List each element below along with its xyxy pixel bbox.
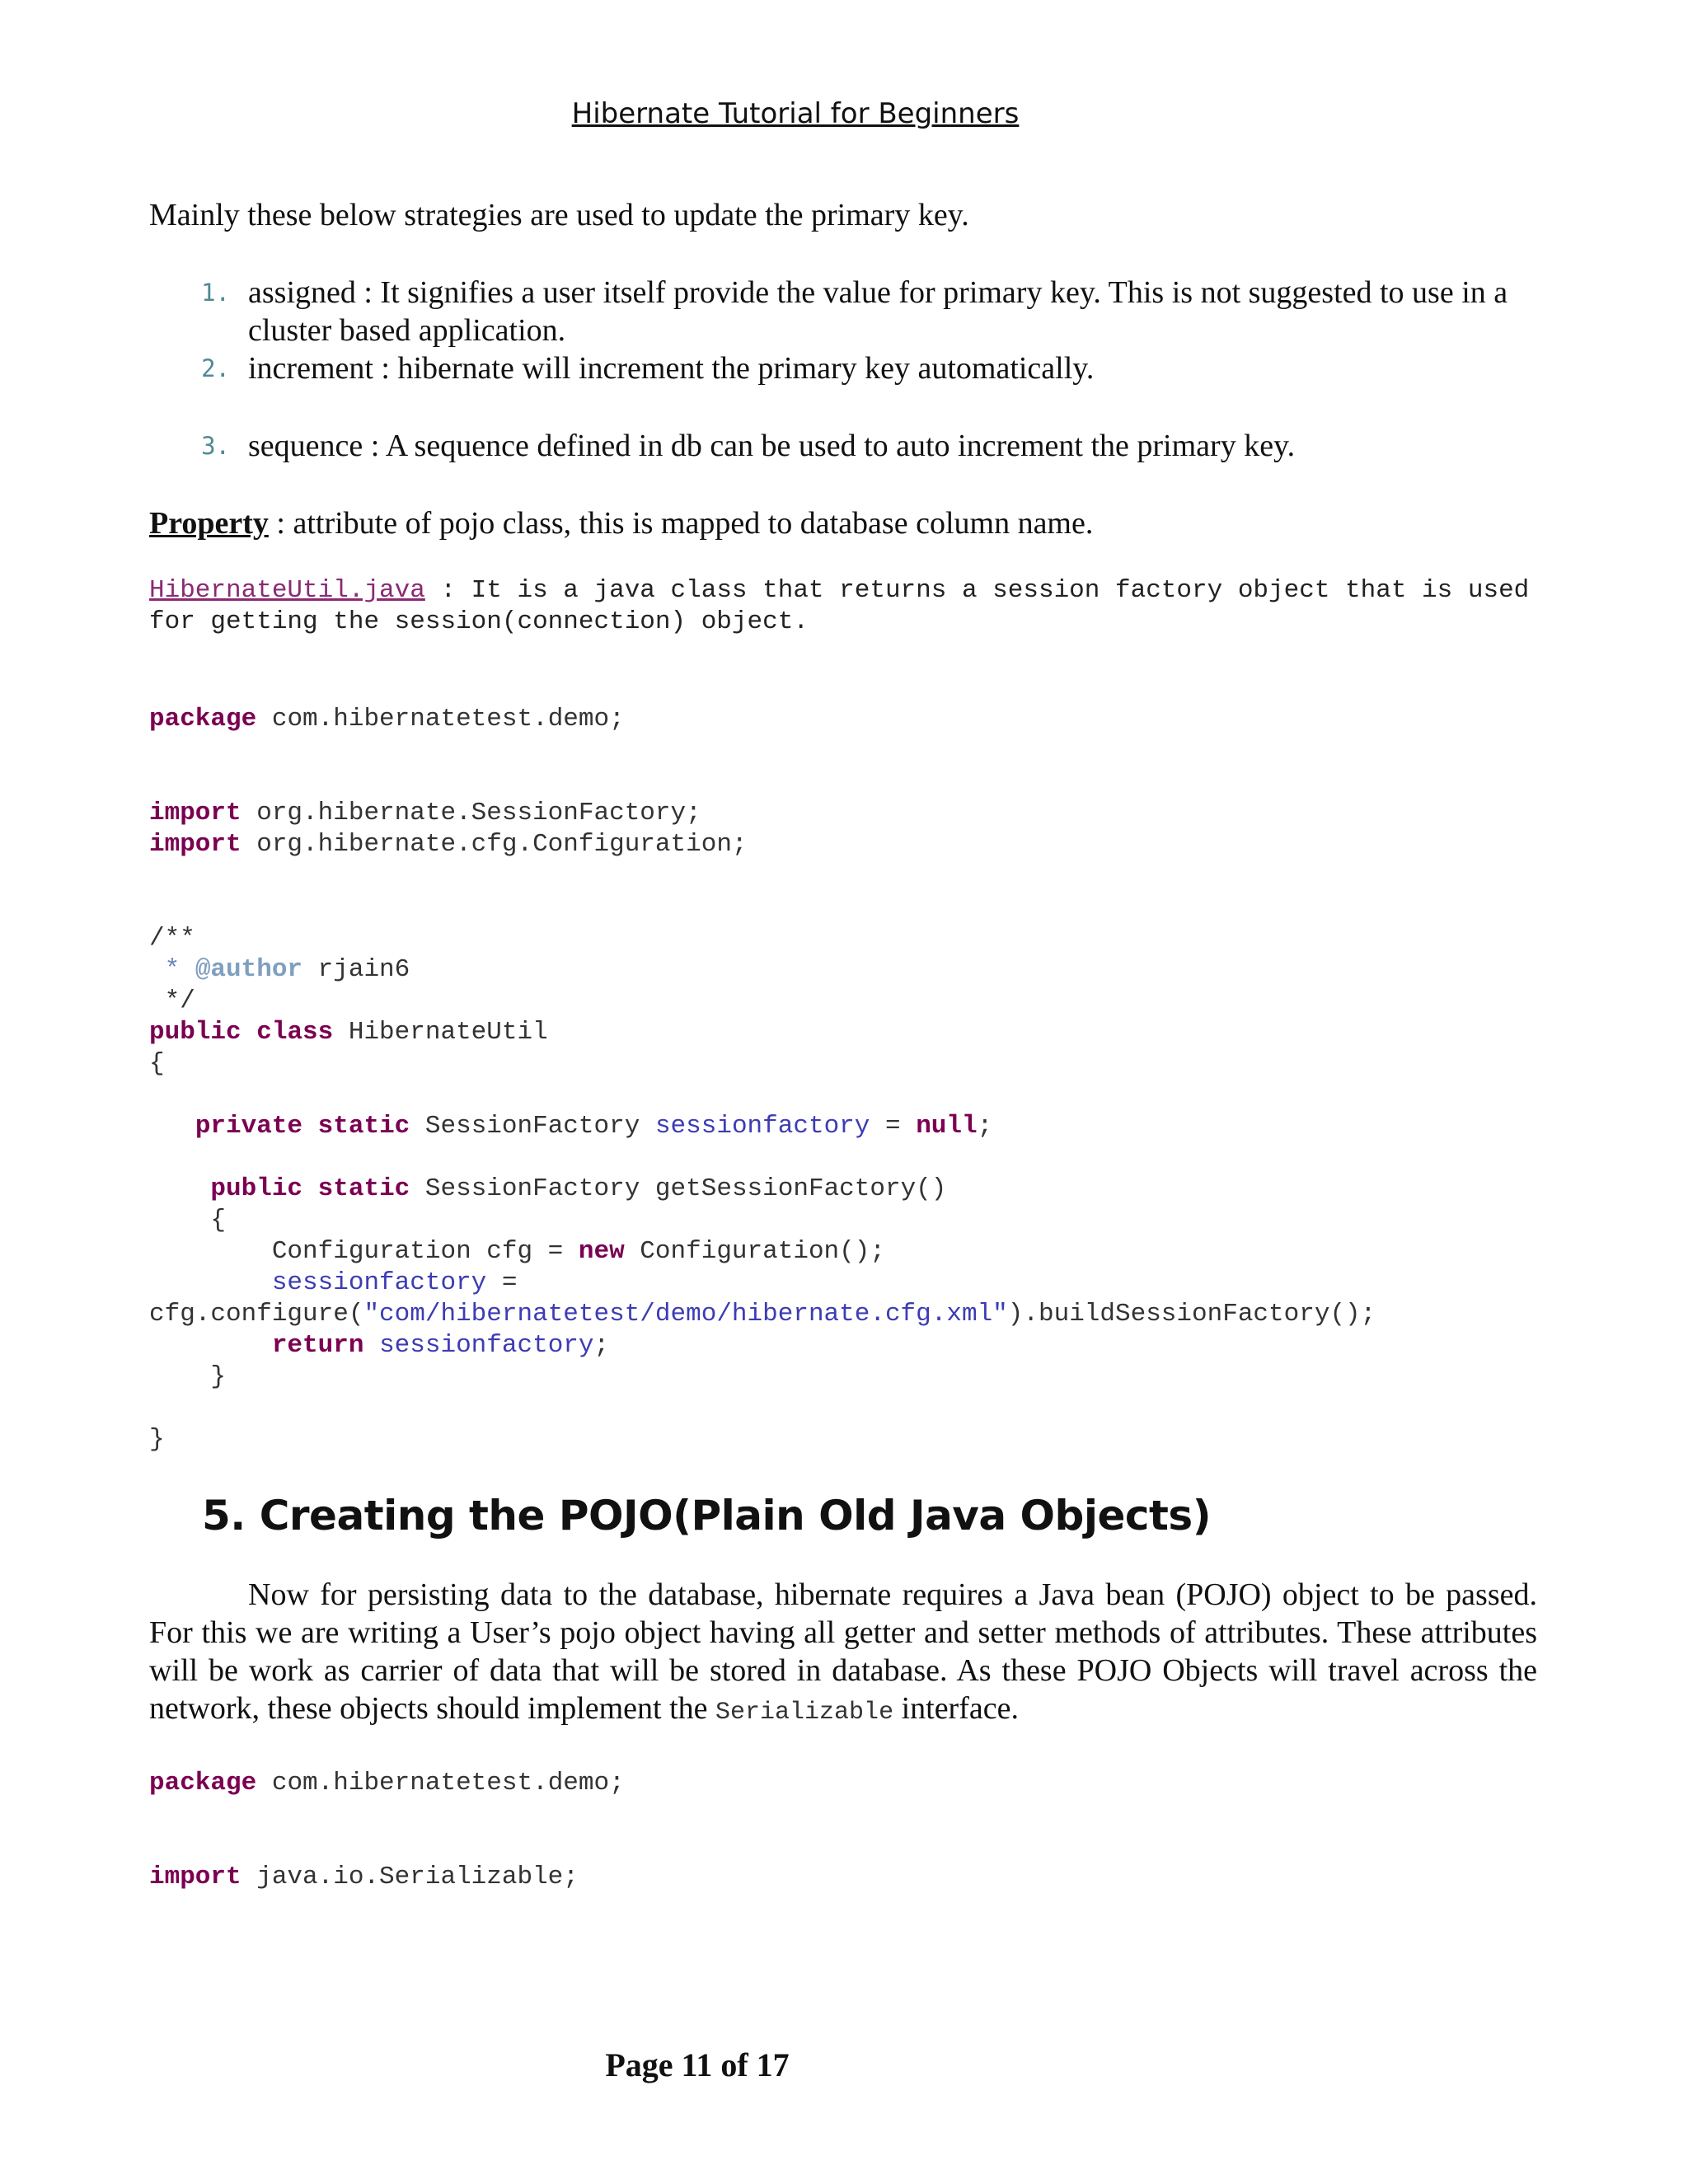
code-keyword: private [195,1112,303,1141]
code-text: = [486,1268,518,1297]
code-keyword: package [149,705,257,733]
section-heading: 5. Creating the POJO(Plain Old Java Objects) [202,1492,1212,1540]
code-comment: * [149,955,195,984]
list-item [149,427,1542,465]
hibernate-util-link[interactable]: HibernateUtil.java [149,576,425,605]
code-text: Configuration(); [624,1237,885,1266]
code-keyword: package [149,1769,257,1797]
code-text: org.hibernate.SessionFactory; [241,799,701,827]
page-header-title: Hibernate Tutorial for Beginners [571,97,1020,130]
code-brace: { [210,1206,227,1235]
property-label: Property [149,506,269,541]
code-text: org.hibernate.cfg.Configuration; [241,830,748,859]
code-keyword: null [916,1112,978,1141]
code-keyword: new [578,1237,625,1266]
code-block-hibernate-util: package com.hibernatetest.demo; import org.hibernate.SessionFactory; import org.hibernate.cfg.Configuration; /** * @author rjain6 */ public class HibernateUtil { private static SessionFactory sessionfactory = null; public static SessionFactory getSessionFactory() { Configuration cfg = new Configuration(); sessionfactory = cfg.configure("com/hibernatetest/demo/hibernate.cfg.xml").buildSessionFactory(); return sessionfactory; } } [149,705,1376,1454]
code-keyword: public [210,1174,303,1203]
list-number: 3. [201,432,230,460]
code-text: SessionFactory getSessionFactory() [410,1174,947,1203]
code-comment: */ [149,987,195,1015]
code-comment: /** [149,924,195,953]
list-number: 2. [201,354,230,382]
code-text: com.hibernatetest.demo; [256,705,625,733]
pojo-paragraph [149,1576,1537,1732]
code-string: "com/hibernatetest/demo/hibernate.cfg.xml" [363,1300,1008,1329]
list-item [149,274,1542,349]
code-keyword: class [256,1018,334,1047]
code-brace: { [149,1049,165,1078]
code-text: HibernateUtil [333,1018,548,1047]
property-definition [149,504,1542,542]
code-keyword: return [271,1331,364,1360]
code-brace: } [149,1425,165,1454]
code-text: java.io.Serializable; [241,1863,579,1891]
code-keyword: static [317,1174,410,1203]
pojo-paragraph-end: interface. [893,1691,1019,1726]
code-comment: rjain6 [302,955,410,984]
list-text: assigned : It signifies a user itself provide the value for primary key. This is not suggested to use in a cluster based application. [248,275,1508,348]
code-field: sessionfactory [379,1331,594,1360]
pojo-paragraph-text: Now for persisting data to the database, hibernate requires a Java bean (POJO) object to be passed. For this we are writing a User’s pojo object having all getter and setter methods of attributes. These attributes will be work as carrier of data that will be stored in database. As these POJO Objects will travel across the network, these objects should implement the [149,1577,1537,1726]
code-field: sessionfactory [271,1268,487,1297]
list-number: 1. [201,279,230,307]
page-content [149,196,1545,1893]
strategies-intro: Mainly these below strategies are used to update the primary key. [149,198,969,232]
hibernate-util-description [149,575,1545,638]
code-keyword: import [149,799,241,827]
code-text: SessionFactory [410,1112,655,1141]
hibernate-util-text: : It is a java class that returns a session factory object that is used for getting the session(connection) object. [149,576,1545,636]
code-field: sessionfactory [654,1112,870,1141]
serializable-inline-code: Serializable [715,1699,894,1727]
code-block-user [149,1768,1542,1893]
code-text: ).buildSessionFactory(); [1007,1300,1376,1329]
property-text: : attribute of pojo class, this is mapped to database column name. [268,506,1094,541]
list-item [149,349,1542,387]
code-text: com.hibernatetest.demo; [256,1769,625,1797]
code-keyword: import [149,1863,241,1891]
page-number: Page 11 of 17 [605,2046,790,2083]
code-doc-tag: @author [195,955,303,984]
code-text: Configuration cfg = [271,1237,579,1266]
code-keyword: static [317,1112,410,1141]
code-brace: } [210,1362,227,1391]
strategy-list [149,274,1542,465]
list-text: increment : hibernate will increment the primary key automatically. [248,351,1095,386]
code-text: cfg.configure( [149,1300,364,1329]
code-keyword: public [149,1018,241,1047]
code-keyword: import [149,830,241,859]
list-text: sequence : A sequence defined in db can be used to auto increment the primary key. [248,429,1296,463]
